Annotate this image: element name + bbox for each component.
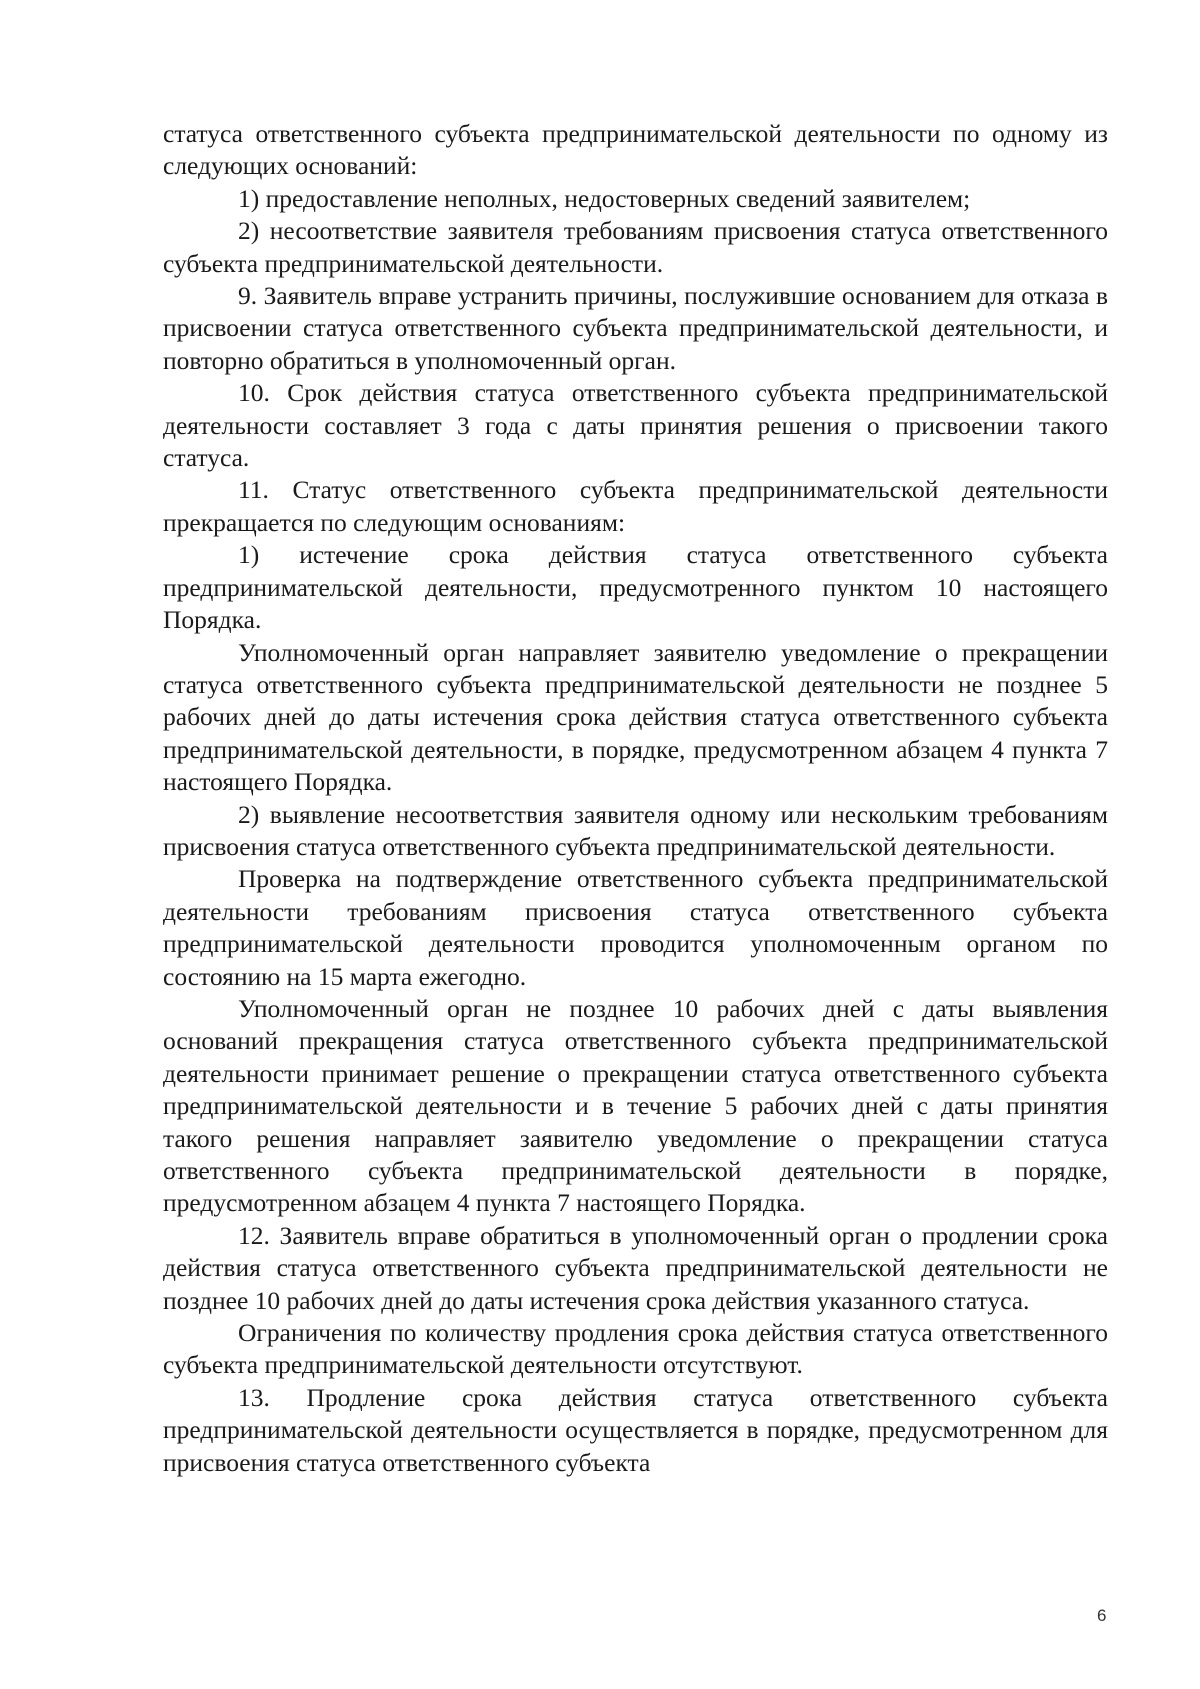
- paragraph-clause-10: 10. Срок действия статуса ответственного субъекта предпринимательской деятельности составляет 3 года с даты принятия решения о присвоении такого статуса.: [163, 378, 1108, 473]
- paragraph-clause-12: 12. Заявитель вправе обратиться в уполномоченный орган о продлении срока действия статуса ответственного субъекта предпринимательской деятельности не позднее 10 рабочих дней до даты истечения срока действия указанного статуса.: [163, 1220, 1108, 1315]
- paragraph-continuation: статуса ответственного субъекта предпринимательской деятельности по одному из следующих оснований:: [163, 119, 1108, 181]
- paragraph-clause-9: 9. Заявитель вправе устранить причины, послужившие основанием для отказа в присвоении статуса ответственного субъекта предпринимательской деятельности, и повторно обратиться в уполномоченный орган.: [163, 281, 1108, 375]
- page-number: 6: [1097, 1606, 1107, 1625]
- document-body: [163, 118, 1108, 1479]
- paragraph-ground-1: 1) предоставление неполных, недостоверных сведений заявителем;: [238, 183, 971, 213]
- paragraph-clause-11-item-1: 1) истечение срока действия статуса ответственного субъекта предпринимательской деятельности, предусмотренного пунктом 10 настоящего Порядка.: [163, 540, 1108, 635]
- paragraph-clause-13: 13. Продление срока действия статуса ответственного субъекта предпринимательской деятельности осуществляется в порядке, предусмотренном для присвоения статуса ответственного субъекта: [163, 1382, 1108, 1477]
- paragraph-termination-decision: Уполномоченный орган не позднее 10 рабочих дней с даты выявления оснований прекращения статуса ответственного субъекта предпринимательской деятельности принимает решение о прекращении статуса ответственного субъекта предпринимательской деятельности и в течение 5 рабочих дней с даты принятия такого решения направляет заявителю уведомление о прекращении статуса ответственного субъекта предпринимательской деятельности в порядке, предусмотренном абзацем 4 пункта 7 настоящего Порядка.: [163, 993, 1108, 1218]
- paragraph-extension-limits: Ограничения по количеству продления срока действия статуса ответственного субъекта предпринимательской деятельности отсутствуют.: [163, 1318, 1108, 1380]
- paragraph-clause-11-item-2: 2) выявление несоответствия заявителя одному или нескольким требованиям присвоения статуса ответственного субъекта предпринимательской деятельности.: [163, 799, 1108, 861]
- paragraph-clause-11: 11. Статус ответственного субъекта предпринимательской деятельности прекращается по следующим основаниям:: [163, 475, 1108, 537]
- paragraph-verification: Проверка на подтверждение ответственного субъекта предпринимательской деятельности требованиям присвоения статуса ответственного субъекта предпринимательской деятельности проводится уполномоченным органом по состоянию на 15 марта ежегодно.: [163, 864, 1108, 991]
- paragraph-ground-2: 2) несоответствие заявителя требованиям присвоения статуса ответственного субъекта предпринимательской деятельности.: [163, 216, 1108, 278]
- paragraph-notification: Уполномоченный орган направляет заявителю уведомление о прекращении статуса ответственного субъекта предпринимательской деятельности не позднее 5 рабочих дней до даты истечения срока действия статуса ответственного субъекта предпринимательской деятельности, в порядке, предусмотренном абзацем 4 пункта 7 настоящего Порядка.: [163, 637, 1108, 797]
